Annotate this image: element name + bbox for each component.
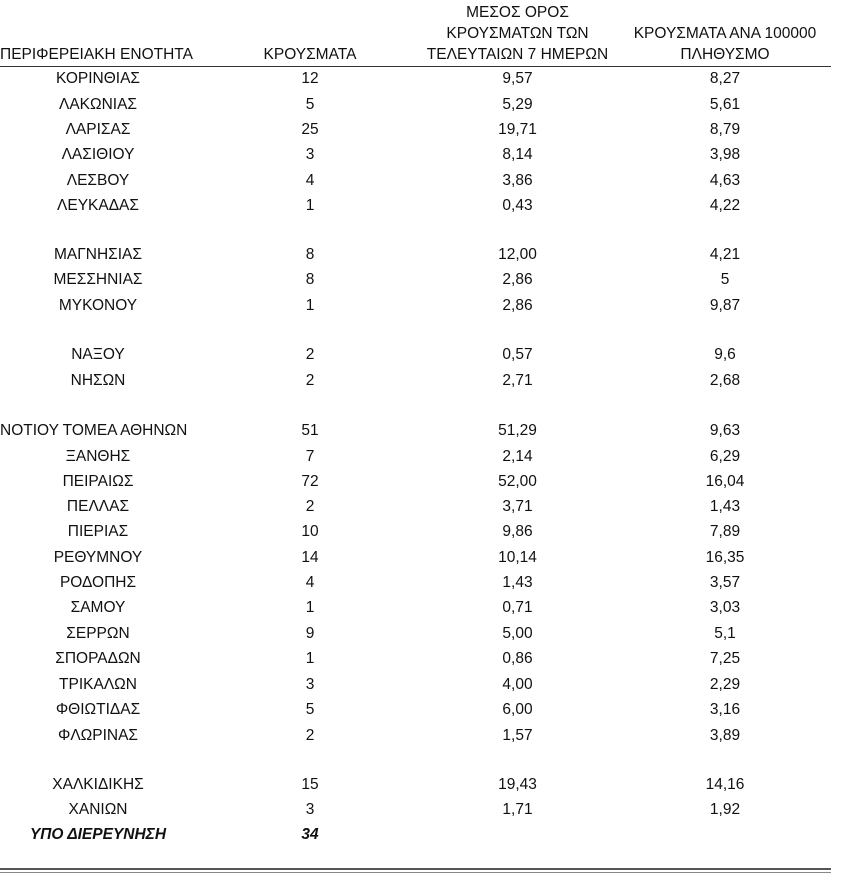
cases-cell: 9 — [305, 625, 315, 642]
per100k-cell: 6,29 — [709, 448, 741, 465]
region-cell: ΜΕΣΣΗΝΙΑΣ — [53, 271, 143, 288]
header-per100k-line1: ΚΡΟΥΣΜΑΤΑ ΑΝΑ 100000 — [633, 25, 817, 42]
region-cell: ΧΑΝΙΩΝ — [68, 801, 128, 818]
cases-cell: 2 — [305, 346, 315, 363]
per100k-cell: 4,22 — [709, 197, 741, 214]
per100k-cell: 3,03 — [709, 599, 741, 616]
region-cell: ΧΑΛΚΙΔΙΚΗΣ — [52, 776, 144, 793]
per100k-cell: 7,25 — [709, 650, 741, 667]
avg7-cell: 19,43 — [498, 776, 537, 793]
region-cell: ΛΕΥΚΑΔΑΣ — [57, 197, 139, 214]
region-cell: ΛΑΚΩΝΙΑΣ — [58, 96, 138, 113]
per100k-cell: 3,16 — [709, 701, 741, 718]
per100k-cell: 5,1 — [714, 625, 736, 642]
per100k-cell: 4,21 — [709, 246, 741, 263]
region-cell: ΡΟΔΟΠΗΣ — [59, 574, 137, 591]
cases-cell: 3 — [305, 676, 315, 693]
avg7-cell: 0,57 — [502, 346, 533, 363]
header-region: ΠΕΡΙΦΕΡΕΙΑΚΗ ΕΝΟΤΗΤΑ — [0, 46, 193, 63]
table-row — [0, 369, 868, 393]
cases-cell: 5 — [305, 96, 315, 113]
cases-cell: 51 — [301, 422, 319, 439]
avg7-cell: 5,29 — [502, 96, 533, 113]
table-row — [0, 194, 868, 218]
avg7-cell: 51,29 — [498, 422, 537, 439]
cases-cell: 25 — [301, 121, 319, 138]
table-row — [0, 294, 868, 318]
avg7-cell: 3,71 — [502, 498, 533, 515]
table-row — [0, 419, 868, 443]
per100k-cell: 3,98 — [709, 146, 741, 163]
per100k-cell: 16,35 — [705, 549, 745, 566]
bottom-divider — [0, 868, 831, 870]
table-row — [0, 169, 868, 193]
table-row — [0, 445, 868, 469]
cases-cell: 7 — [305, 448, 315, 465]
avg7-cell: 3,86 — [502, 172, 533, 189]
per100k-cell: 14,16 — [705, 776, 745, 793]
avg7-cell: 1,71 — [502, 801, 533, 818]
header-per100k — [620, 23, 830, 65]
table-row — [0, 596, 868, 620]
region-cell: ΞΑΝΘΗΣ — [65, 448, 131, 465]
cases-cell: 72 — [301, 473, 319, 490]
table-row — [0, 673, 868, 697]
region-cell: ΣΠΟΡΑΔΩΝ — [55, 650, 141, 667]
region-cell: ΛΑΡΙΣΑΣ — [65, 121, 131, 138]
table-row — [0, 571, 868, 595]
avg7-cell: 2,86 — [502, 271, 533, 288]
per100k-cell: 3,57 — [709, 574, 741, 591]
region-cell: ΤΡΙΚΑΛΩΝ — [59, 676, 137, 693]
avg7-cell: 0,86 — [502, 650, 533, 667]
per100k-cell: 5,61 — [709, 96, 741, 113]
header-cases: ΚΡΟΥΣΜΑΤΑ — [263, 46, 357, 63]
header-avg7-line3: ΤΕΛΕΥΤΑΙΩΝ 7 ΗΜΕΡΩΝ — [426, 46, 609, 63]
region-cell: ΦΛΩΡΙΝΑΣ — [57, 727, 139, 744]
avg7-cell: 1,43 — [502, 574, 533, 591]
table-row — [0, 343, 868, 367]
table-row — [0, 268, 868, 292]
table-row — [0, 67, 868, 91]
cases-cell: 2 — [305, 498, 315, 515]
table-row — [0, 724, 868, 748]
per100k-cell: 3,89 — [709, 727, 741, 744]
cases-cell: 15 — [301, 776, 319, 793]
table-row — [0, 773, 868, 797]
region-cell: ΛΑΣΙΘΙΟΥ — [61, 146, 135, 163]
region-cell: ΛΕΣΒΟΥ — [66, 172, 130, 189]
cases-cell: 8 — [305, 246, 315, 263]
avg7-cell: 0,43 — [502, 197, 533, 214]
region-cell: ΝΗΣΩΝ — [70, 372, 126, 389]
avg7-cell: 52,00 — [498, 473, 537, 490]
avg7-cell: 6,00 — [502, 701, 533, 718]
per100k-cell: 16,04 — [705, 473, 745, 490]
table-row — [0, 495, 868, 519]
region-cell: ΜΥΚΟΝΟΥ — [58, 297, 138, 314]
per100k-cell: 8,79 — [709, 121, 741, 138]
region-cell: ΚΟΡΙΝΘΙΑΣ — [55, 70, 141, 87]
cases-cell: 2 — [305, 372, 315, 389]
cases-cell: 14 — [301, 549, 319, 566]
region-cell: ΝΑΞΟΥ — [71, 346, 125, 363]
avg7-cell: 2,86 — [502, 297, 533, 314]
cases-cell: 1 — [305, 599, 315, 616]
avg7-cell: 0,71 — [502, 599, 533, 616]
table-row — [0, 698, 868, 722]
cases-cell: 3 — [305, 146, 315, 163]
table-row — [0, 546, 868, 570]
avg7-cell: 1,57 — [502, 727, 533, 744]
per100k-cell: 1,43 — [709, 498, 741, 515]
avg7-cell: 12,00 — [498, 246, 537, 263]
table-row — [0, 647, 868, 671]
per100k-cell: 4,63 — [709, 172, 741, 189]
table-row — [0, 118, 868, 142]
cases-cell: 1 — [305, 297, 315, 314]
avg7-cell: 10,14 — [498, 549, 537, 566]
avg7-cell: 9,86 — [502, 523, 533, 540]
avg7-cell: 2,14 — [502, 448, 533, 465]
header-per100k-line2: ΠΛΗΘΥΣΜΟ — [680, 46, 770, 63]
region-cell: ΝΟΤΙΟΥ ΤΟΜΕΑ ΑΘΗΝΩΝ — [0, 422, 188, 439]
per100k-cell: 8,27 — [709, 70, 741, 87]
header-avg7-line2: ΚΡΟΥΣΜΑΤΩΝ ΤΩΝ — [446, 25, 589, 42]
region-cell: ΠΕΙΡΑΙΩΣ — [62, 473, 134, 490]
avg7-cell: 8,14 — [502, 146, 533, 163]
header-avg7-line1: ΜΕΣΟΣ ΟΡΟΣ — [466, 4, 569, 21]
per100k-cell: 9,87 — [709, 297, 741, 314]
cases-cell: 3 — [305, 801, 315, 818]
region-cell: ΡΕΘΥΜΝΟΥ — [53, 549, 143, 566]
region-cell: ΣΕΡΡΩΝ — [66, 625, 130, 642]
avg7-cell: 5,00 — [502, 625, 533, 642]
per100k-cell: 1,92 — [709, 801, 741, 818]
avg7-cell: 2,71 — [502, 372, 533, 389]
cases-cell: 1 — [305, 197, 315, 214]
cases-cell: 8 — [305, 271, 315, 288]
cases-cell: 10 — [301, 523, 319, 540]
per100k-cell: 7,89 — [709, 523, 741, 540]
table-row — [0, 823, 868, 847]
per100k-cell: 2,68 — [709, 372, 741, 389]
avg7-cell: 19,71 — [498, 121, 537, 138]
per100k-cell: 9,63 — [709, 422, 741, 439]
per100k-cell: 5 — [720, 271, 730, 288]
region-cell: ΠΕΛΛΑΣ — [66, 498, 130, 515]
cases-cell: 2 — [305, 727, 315, 744]
table-row — [0, 470, 868, 494]
table-row — [0, 520, 868, 544]
table-row — [0, 798, 868, 822]
cases-cell: 34 — [301, 826, 319, 843]
cases-cell: 5 — [305, 701, 315, 718]
per100k-cell: 2,29 — [709, 676, 741, 693]
region-cell: ΜΑΓΝΗΣΙΑΣ — [54, 246, 142, 263]
region-cell: ΥΠΟ ΔΙΕΡΕΥΝΗΣΗ — [29, 826, 167, 843]
region-cell: ΦΘΙΩΤΙΔΑΣ — [55, 701, 141, 718]
avg7-cell: 4,00 — [502, 676, 533, 693]
table-row — [0, 622, 868, 646]
region-cell: ΠΙΕΡΙΑΣ — [67, 523, 129, 540]
table-row — [0, 143, 868, 167]
table-row — [0, 93, 868, 117]
cases-cell: 4 — [305, 574, 315, 591]
avg7-cell: 9,57 — [502, 70, 533, 87]
cases-cell: 4 — [305, 172, 315, 189]
bottom-divider-thin — [0, 872, 831, 873]
table-row — [0, 243, 868, 267]
cases-cell: 1 — [305, 650, 315, 667]
header-avg7 — [415, 2, 620, 65]
cases-cell: 12 — [301, 70, 319, 87]
region-cell: ΣΑΜΟΥ — [70, 599, 126, 616]
per100k-cell: 9,6 — [714, 346, 736, 363]
